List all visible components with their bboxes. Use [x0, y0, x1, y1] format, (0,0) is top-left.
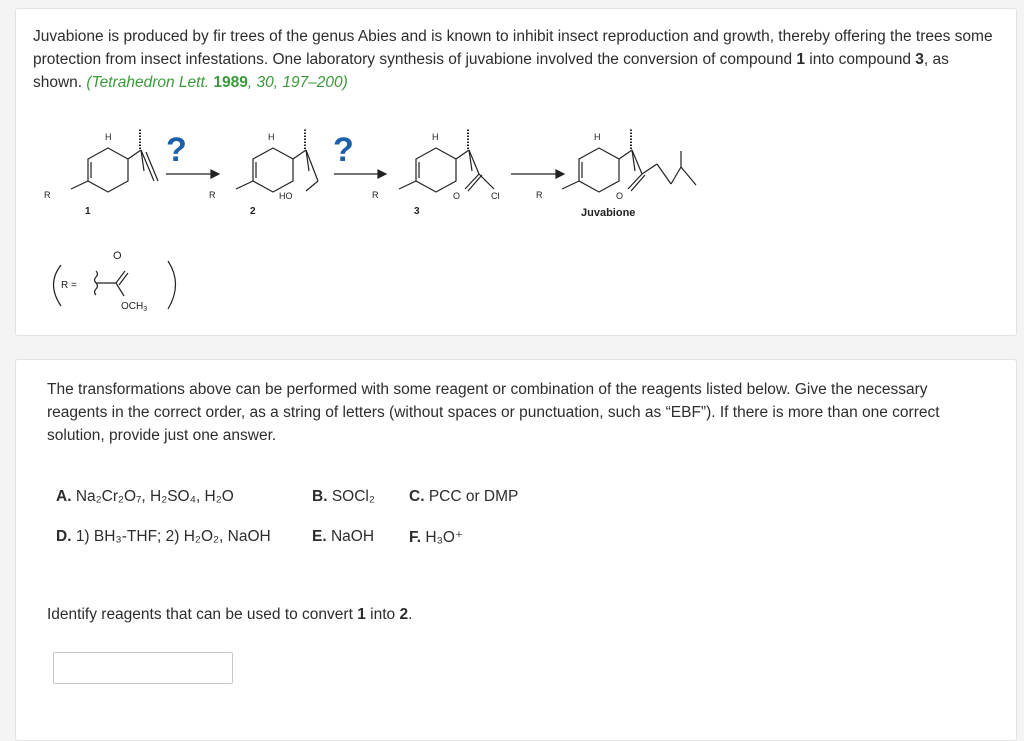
reagent-d: D. 1) BH₃-THF; 2) H₂O₂, NaOH — [56, 528, 271, 545]
h-label: H — [594, 132, 601, 142]
question-mark-step-2: ? — [333, 131, 354, 169]
compound-1-ref: 1 — [796, 51, 805, 68]
compound-1-structure — [71, 129, 158, 192]
reaction-scheme — [16, 9, 1016, 335]
oxygen-label: O — [616, 191, 624, 201]
hydroxyl-label: HO — [279, 191, 293, 201]
reagent-c: C. PCC or DMP — [409, 488, 519, 505]
compound-2-structure — [236, 129, 318, 192]
r-label: R — [209, 190, 216, 200]
compound-3-ref: 3 — [915, 51, 924, 68]
reagent-b: B. SOCl₂ — [312, 488, 375, 505]
reagent-e: E. NaOH — [312, 528, 375, 545]
intro-tail: , as shown. — [33, 51, 949, 91]
question-prompt: Identify reagents that can be used to convert 1 into 2. — [47, 606, 413, 623]
h-label: H — [105, 132, 112, 142]
citation-journal: (Tetrahedron Lett. — [86, 74, 214, 91]
answer-input[interactable] — [53, 652, 233, 684]
question-mark-step-1: ? — [166, 131, 187, 169]
h-label: H — [268, 132, 275, 142]
methoxy-label: $OCH_3$ — [121, 301, 148, 313]
h-label: H — [432, 132, 439, 142]
instructions-paragraph: The transformations above can be performed with some reagent or combination of the reagents listed below. Give the necessary reagents in the correct order, as a string of letters (without spaces or punctuation, such as “EBF”). If there is more than one correct solution, provide just one answer. — [47, 381, 940, 444]
r-oxygen-label: O — [113, 250, 122, 262]
juvabione-structure — [562, 129, 696, 192]
compound-label-3: 3 — [414, 206, 420, 217]
citation-year: 1989 — [213, 74, 248, 91]
problem-card — [15, 8, 1017, 336]
chlorine-label: Cl — [491, 191, 500, 201]
compound-3-structure — [399, 129, 494, 192]
r-label: R — [536, 190, 543, 200]
oxygen-label: O — [453, 191, 461, 201]
reagent-f: F. H₃O⁺ — [409, 529, 464, 546]
intro-text: Juvabione is produced by fir trees of the genus Abies and is known to inhibit insect reproduction and growth, thereby offering the trees some protection from insect infestations. One laboratory synthesis of juvabione involved the conversion of compound — [33, 28, 993, 68]
compound-label-juvabione: Juvabione — [581, 207, 636, 219]
compound-label-1: 1 — [85, 206, 91, 217]
question-card — [15, 359, 1017, 741]
r-definition-label: R = — [61, 280, 77, 291]
citation-pages: , 30, 197–200) — [247, 74, 348, 91]
reagent-a: A. Na₂Cr₂O₇, H₂SO₄, H₂O — [56, 488, 234, 505]
compound-label-2: 2 — [250, 206, 256, 217]
intro-mid: into compound — [805, 51, 916, 68]
r-label: R — [44, 190, 51, 200]
r-label: R — [372, 190, 379, 200]
